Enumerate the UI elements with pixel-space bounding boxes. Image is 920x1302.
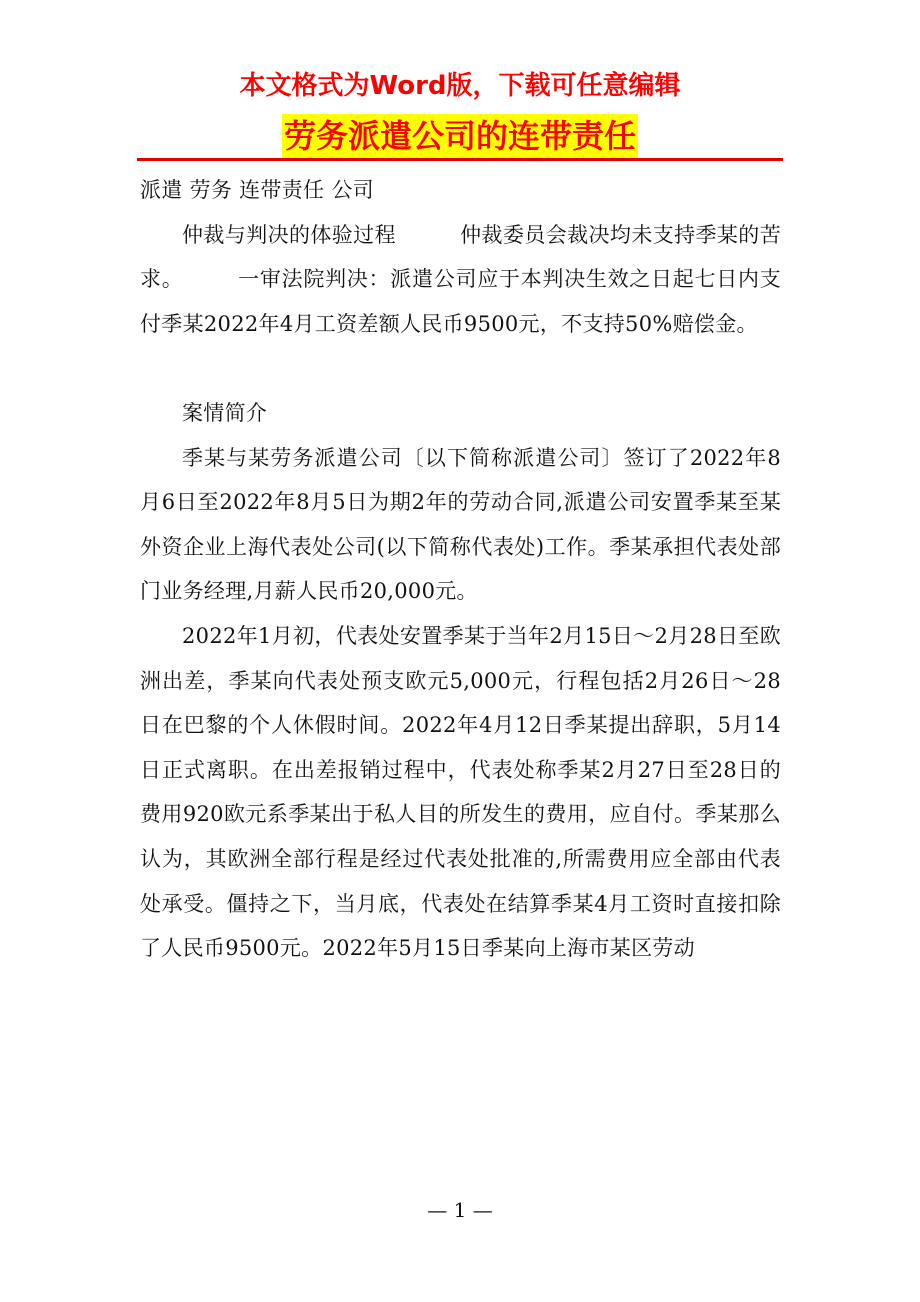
paragraph-business-trip: 2022年1月初，代表处安置季某于当年2月15日～2月28日至欧洲出差，季某向代表处预支欧元5,000元，行程包括2月26日～28日在巴黎的个人休假时间。2022年4月12日季某提出辞职，5月14日正式离职。在出差报销过程中，代表处称季某2月27日至28日的费用920欧元系季某出于私人目的所发生的费用，应自付。季某那么认为，其欧洲全部行程是经过代表处批准的,所需费用应全部由代表处承受。僵持之下，当月底，代表处在结算季某4月工资时直接扣除了人民币9500元。2022年5月15日季某向上海市某区劳动 [140, 623, 781, 961]
keywords-line: 派遣 劳务 连带责任 公司 [140, 178, 374, 202]
paragraph-arbitration: 仲裁与判决的体验过程 仲裁委员会裁决均未支持季某的苦求。 一审法院判决：派遣公司应于本判决生效之日起七日内支付季某2022年4月工资差额人民币9500元，不支持50%赔偿金。 [140, 222, 781, 336]
title-container [0, 114, 920, 158]
section-heading-case-summary: 案情简介 [182, 400, 268, 425]
paragraph-contract: 季某与某劳务派遣公司〔以下简称派遣公司〕签订了2022年8月6日至2022年8月5日为期2年的劳动合同,派遣公司安置季某至某外资企业上海代表处公司(以下简称代表处)工作。季某承担代表处部门业务经理,月薪人民币20,000元。 [140, 445, 781, 604]
title-divider [137, 158, 783, 161]
download-banner: 本文格式为Word版，下载可任意编辑 [239, 71, 681, 101]
document-body [140, 168, 781, 971]
page-number: — 1 — [427, 1198, 493, 1222]
document-title: 劳务派遣公司的连带责任 [282, 114, 638, 158]
